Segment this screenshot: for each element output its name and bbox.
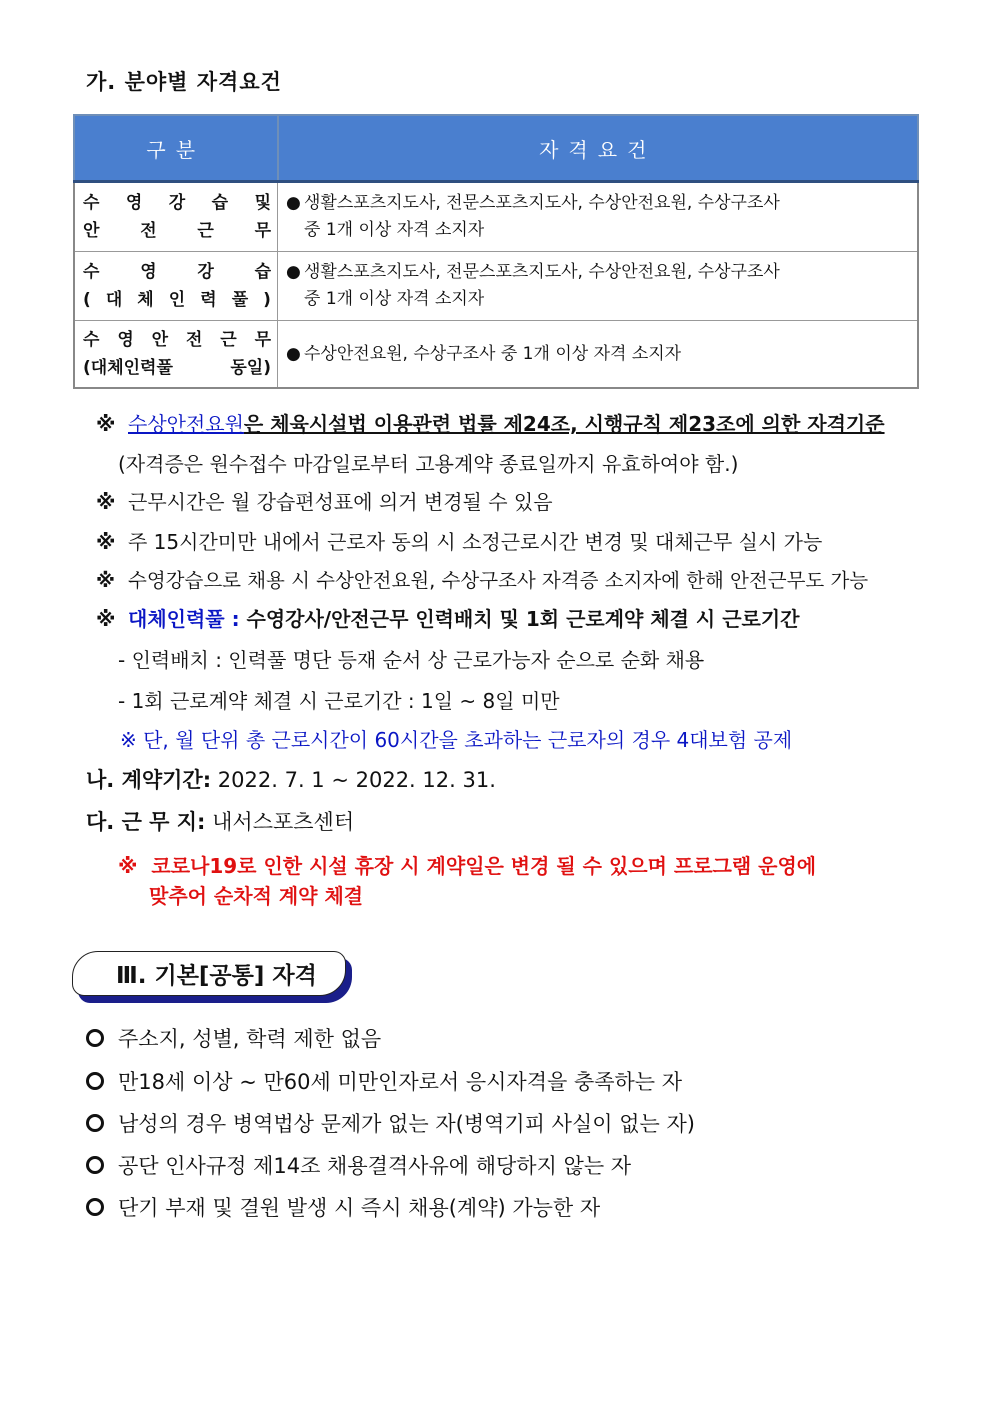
reference-mark-icon: ※ [96,569,115,592]
table-header-row [74,115,918,182]
row-category: 수 영 안 전 근 무 (대체인력풀 동일) [74,321,278,389]
reference-mark-icon: ※ [96,490,116,514]
circle-bullet-icon [86,1114,104,1132]
corona-note-line2: 맞추어 순차적 계약 체결 [149,884,364,908]
bullet-icon: ● [286,343,301,364]
reference-mark-icon: ※ [118,854,138,878]
contract-period: 나. 계약기간: 2022. 7. 1 ~ 2022. 12. 31. [86,768,496,792]
bullet-icon: ● [286,193,301,213]
section3-heading [72,951,352,1003]
reference-mark-icon: ※ [96,530,116,554]
note-substitute-pool: ※ 대체인력풀 : 수영강사/안전근무 인력배치 및 1회 근로계약 체결 시 근로기간 [96,607,800,631]
circle-bullet-icon [86,1072,104,1090]
table-row [74,182,918,252]
workplace: 다. 근 무 지: 내서스포츠센터 [86,810,355,834]
list-item: 주소지, 성별, 학력 제한 없음 [86,1023,381,1053]
circle-bullet-icon [86,1198,104,1216]
table-row [74,252,918,321]
section3-title: Ⅲ. 기본[공통] 자격 [116,963,317,989]
note-substitute-period: - 1회 근로계약 체결 시 근로기간 : 1일 ~ 8일 미만 [118,689,560,713]
list-item: 공단 인사규정 제14조 채용결격사유에 해당하지 않는 자 [86,1150,631,1180]
note-lifeguard-sub: (자격증은 원수접수 마감일로부터 고용계약 종료일까지 유효하여야 함.) [118,452,739,476]
row-description: ● 수상안전요원, 수상구조사 중 1개 이상 자격 소지자 [278,321,919,389]
note-substitute-assignment: - 인력배치 : 인력풀 명단 등재 순서 상 근로가능자 순으로 순화 채용 [118,648,705,672]
corona-note: ※ 코로나19로 인한 시설 휴장 시 계약일은 변경 될 수 있으며 프로그램 운영에 [118,854,817,878]
row-category: 수 영 강 습 및 안 전 근 무 [74,182,278,252]
bullet-icon: ● [286,262,301,282]
header-category: 구분 [74,115,278,182]
note-insurance: ※ 단, 월 단위 총 근로시간이 60시간을 초과하는 근로자의 경우 4대보험 공제 [120,728,793,752]
reference-mark-icon: ※ [96,607,116,631]
row-category: 수 영 강 습 ( 대 체 인 력 풀 ) [74,252,278,321]
circle-bullet-icon [86,1156,104,1174]
qualification-table [73,114,919,389]
row-description: ● 생활스포츠지도사, 전문스포츠지도사, 수상안전요원, 수상구조사 중 1개 이상 자격 소지자 [278,252,919,321]
header-requirements: 자격요건 [278,115,919,182]
list-item: 만18세 이상 ~ 만60세 미만인자로서 응시자격을 충족하는 자 [86,1066,682,1096]
table-row [74,321,918,389]
list-item: 남성의 경우 병역법상 문제가 없는 자(병역기피 사실이 없는 자) [86,1108,695,1138]
section-title-ga: 가. 분야별 자격요건 [86,70,282,94]
circle-bullet-icon [86,1029,104,1047]
note-swim-safety: ※ 수영강습으로 채용 시 수상안전요원, 수상구조사 자격증 소지자에 한해 안전근무도 가능 [96,569,869,592]
row-description: ● 생활스포츠지도사, 전문스포츠지도사, 수상안전요원, 수상구조사 중 1개 이상 자격 소지자 [278,182,919,252]
reference-mark-icon: ※ [96,412,116,436]
list-item: 단기 부재 및 결원 발생 시 즉시 채용(계약) 가능한 자 [86,1192,600,1222]
note-weekly-hours: ※ 주 15시간미만 내에서 근로자 동의 시 소정근로시간 변경 및 대체근무 실시 가능 [96,530,823,554]
note-work-hours: ※ 근무시간은 월 강습편성표에 의거 변경될 수 있음 [96,490,553,514]
note-lifeguard: ※ 수상안전요원은 체육시설법 이용관련 법률 제24조, 시행규칙 제23조에 의한 자격기준 [96,412,885,436]
